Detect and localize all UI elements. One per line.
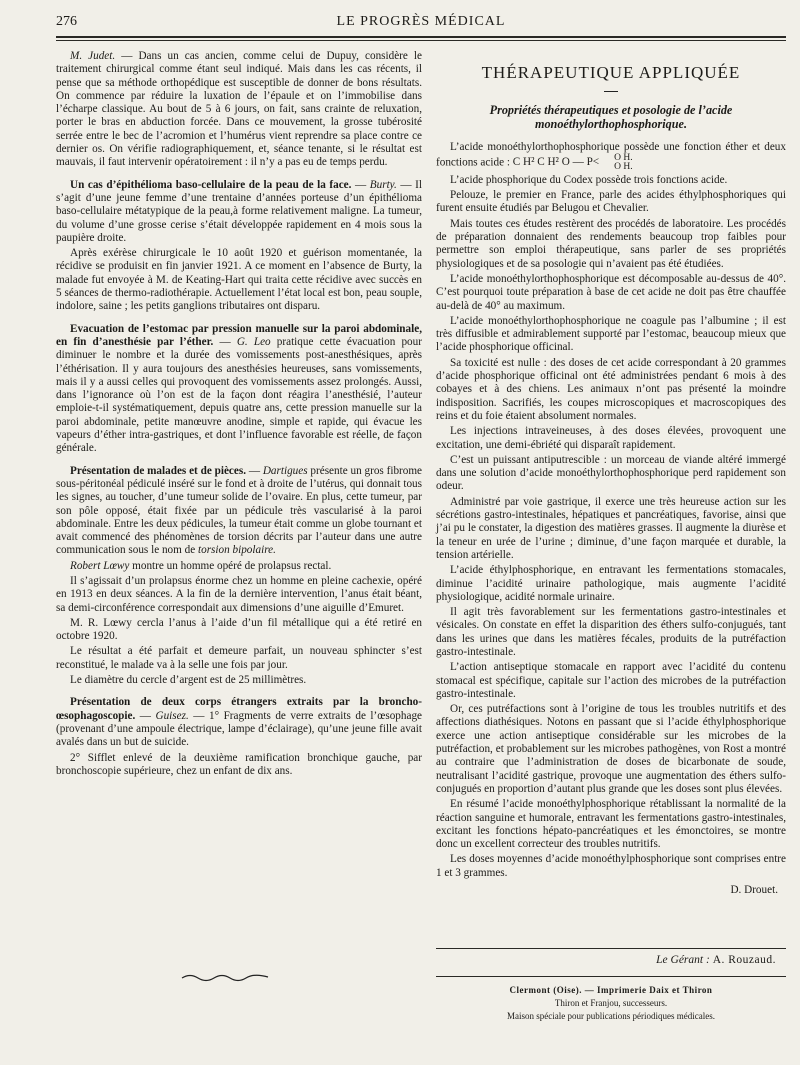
epithelioma-paragraph: Un cas d’épithélioma baso-cellulaire de la peau de la face. — Burty. — Il s’agit d’une jeune femme d’une trentaine d’années porteuse d’un épithélioma baso-cellulaire métatypique de la peau,à forme relativement maligne. La tumeur, du volume d’une grosse cerise s’était développée rapidement en 4 mois sous la paupière droite. bbox=[56, 178, 422, 244]
therapeutic-paragraph: L’acide monoéthylorthophosphorique est décomposable au-dessus de 40°. C’est pourquoi toute préparation à base de cet acide ne doit pas être chauffée au-delà de 40° au maximum. bbox=[436, 272, 786, 312]
therapeutic-paragraph: Sa toxicité est nulle : des doses de cet acide correspondant à 20 grammes d’acide phosphorique officinal ont été administrées pendant 6 mois à des cobayes et à des chiens. Les animaux n’ont pas présenté la moindre indisposition. Sacrifiés, les coupes microscopiques et macroscopiques des reins et du foie étaient absolument normales. bbox=[436, 356, 786, 422]
therapeutic-paragraph: Les doses moyennes d’acide monoéthylphosphorique sont comprises entre 1 et 3 grammes. bbox=[436, 853, 786, 879]
epithelioma-author: Burty. bbox=[369, 178, 397, 191]
corps-text: — 1° Fragments de verre extraits de l’œsophage (provenant d’une ampoule électrique, lampe d’éclairage), qu’une jeune fille avait avalés dans un but de suicide. bbox=[56, 709, 422, 749]
header-rule bbox=[56, 36, 786, 38]
footer-rule-lower bbox=[436, 976, 786, 977]
therapeutic-paragraph: L’acide éthylphosphorique, en entravant les fermentations stomacales, diminue l’acidité urinaire pathologique, mais augmente l’acidité physiologique, acidité normale urinaire. bbox=[436, 564, 786, 603]
loewy-text: montre un homme opéré de prolapsus rectal. bbox=[129, 559, 332, 572]
therapeutic-paragraph: L’action antiseptique stomacale en rapport avec l’acidité du contenu stomacal est spécifique, capitale sur l’action des microbes de la putréfaction gastro-intestinale. bbox=[436, 661, 786, 700]
therapeutic-paragraph: L’acide monoéthylorthophosphorique ne coagule pas l’albumine ; il est très diffusible et admirablement supporté par l’estomac, beaucoup mieux que l’acide phosphorique officinal. bbox=[436, 314, 786, 354]
corps-author: Guisez. bbox=[155, 709, 189, 722]
section-subtitle: Propriétés thérapeutiques et posologie de l’acide monoéthylorthophosphorique. bbox=[489, 102, 733, 131]
evacuation-title: Evacuation de l’estomac par pression manuelle sur la paroi abdominale, en fin d’anesthésie par l’éther. bbox=[56, 322, 422, 348]
therapeutic-paragraph: Il agit très favorablement sur les fermentations gastro-intestinales et vésicales. On constate en effet la disparition des éthers sulfo-conjugués, tant dans les urines que dans les matières fécales, produits de la putréfaction gastro-intestinale. bbox=[436, 606, 786, 658]
epithelioma-paragraph-2: Après exérèse chirurgicale le 10 août 1920 et guérison momentanée, la récidive se produisit en fin janvier 1921. A ce moment en l’absence de Burty, la malade fut envoyée à M. de Keating-Hart qui traita cette récidive avec succès en 5 séances de thermo-radiothérapie. Actuellement l’état local est bon, peau souple, indolore, saine ; les petits ganglions tributaires ont disparu. bbox=[56, 247, 422, 313]
resultat-paragraph: Le résultat a été parfait et demeure parfait, un nouveau sphincter s’est reconstitué, le malade va à la selle une fois par jour. bbox=[56, 645, 422, 671]
therapeutic-paragraph: L’acide phosphorique du Codex possède trois fonctions acide. bbox=[450, 173, 728, 186]
presentation-author: Dartigues bbox=[262, 464, 308, 477]
footer-rule bbox=[436, 948, 786, 949]
printer-imprint bbox=[436, 984, 786, 1023]
judet-paragraph bbox=[56, 50, 422, 170]
therapeutic-paragraph: Pelouze, le premier en France, parle des acides éthylphosphoriques qui furent ensuite étudiés par Belugou et Chevalier. bbox=[436, 189, 786, 215]
formula-top: O H. bbox=[614, 152, 633, 163]
author-signature: D. Drouet. bbox=[730, 884, 778, 897]
formula-branches bbox=[600, 154, 632, 172]
formula-intro: L’acide monoéthylorthophosphorique possède une fonction éther et deux fonctions acide : bbox=[436, 140, 786, 169]
printer-line-1: Clermont (Oise). — Imprimerie Daix et Thiron bbox=[509, 985, 713, 995]
running-head: LE PROGRÈS MÉDICAL bbox=[336, 14, 506, 29]
judet-text: — Dans un cas ancien, comme celui de Dupuy, considère le traitement chirurgical comme étant seul indiqué. Mais dans les cas récents, il pense que sa méthode orthopédique est susceptible de donner de bons résultats. On commence par réduire la luxation de l’épaule et on l’immobilise dans l’écharpe classique. Au bout de 5 à 6 jours, on fait, sans crainte de reluxation, porter le bras en abduction forcée. Dans ce mouvement, la grosse tubérosité serrée entre le bec de l’acromion et l’humérus vient reprendre sa place contre ce dernier os. On vérifie radiographiquement, et, séance tenante, si le résultat est mauvais, il faut intervenir opératoirement : il n’y a pas eu de temps perdu. bbox=[56, 50, 422, 169]
right-column bbox=[436, 50, 786, 899]
epithelioma-text: — Il s’agit d’une jeune femme d’une trentaine d’années porteuse d’un épithélioma baso-cellulaire métatypique de la peau,à forme relativement maligne. La tumeur, du volume d’une grosse cerise s’était développée rapidement en 4 mois sous la paupière droite. bbox=[56, 178, 422, 244]
evacuation-text: pratique cette évacuation pour diminuer le nombre et la durée des vomissements post-anesthésiques, après l’éthérisation. Il y aura toujours des anesthésies heureuses, sans vomissements, mais il y a aussi celles qui provoquent des vomissements assez prolongés. Aussi, dans l’ignorance où l’on est de la façon dont réagira l’anesthésié, l’auteur emploie-t-il systématiquement, depuis quatre ans, cette pression manuelle sur la paroi abdominale, petite manœuvre anodine, simple et rapide, qui évacue les vapeurs d’éther intra-gastriques, et dont l’influence favorable est réelle, de façon générale. bbox=[56, 335, 422, 455]
formula-bottom: O H. bbox=[614, 161, 633, 172]
section-title: THÉRAPEUTIQUE APPLIQUÉE bbox=[481, 63, 741, 82]
diametre-paragraph: Le diamètre du cercle d’argent est de 25 millimètres. bbox=[70, 674, 307, 687]
judet-author: M. Judet. bbox=[70, 50, 116, 62]
therapeutic-paragraph: Mais toutes ces études restèrent des procédés de laboratoire. Les procédés de préparation donnaient des rendements beaucoup trop faibles pour permettre son emploi thérapeutique, sans parler de ses propriétés physiologiques et de sa posologie qui n’avaient pas été étudiées. bbox=[436, 217, 786, 270]
corps-title: Présentation de deux corps étrangers extraits par la broncho-œsophagoscopie. bbox=[56, 696, 422, 722]
therapeutic-paragraph: Or, ces putréfactions sont à l’origine de tous les troubles nutritifs et des affections diathésiques. Notons en passant que si l’acide éthylphosphorique exerce une action antiseptique considérable sur les microbes de la putréfaction, et probablement sur les microbes pathogènes, von Rost a montré au contraire que l’administration de doses de bicarbonate de soude, neutralisant l’acidité gastrique, provoque une augmentation des éthers sulfo-conjugués en proportion d’autant plus grande que les doses sont plus élevées. bbox=[436, 703, 786, 795]
presentation-title: Présentation de malades et de pièces. bbox=[70, 464, 246, 477]
sifflet-paragraph: 2° Sifflet enlevé de la deuxième ramification bronchique gauche, par bronchoscopie supérieure, chez un enfant de dix ans. bbox=[56, 751, 422, 777]
page-number: 276 bbox=[56, 14, 77, 29]
section-dash bbox=[436, 83, 786, 96]
torsion-bipolaire: torsion bipolaire. bbox=[198, 544, 276, 557]
chemical-formula bbox=[512, 152, 633, 172]
formula-main: C H² C H² O — P< bbox=[512, 156, 600, 169]
evacuation-paragraph: Evacuation de l’estomac par pression manuelle sur la paroi abdominale, en fin d’anesthésie par l’éther. — G. Leo pratique cette évacuation pour diminuer le nombre et la durée des vomissements post-anesthésiques, après l’éthérisation. Il y aura toujours des anesthésies heureuses, sans vomissements, mais il y a aussi celles qui provoquent des vomissements assez prolongés. Aussi, dans l’ignorance où l’on est de la façon dont réagira l’anesthésié, l’auteur emploie-t-il systématiquement, depuis quatre ans, cette pression manuelle sur la paroi abdominale, petite manœuvre anodine, simple et rapide, qui évacue les vapeurs d’éther intra-gastriques, et dont l’influence favorable est réelle, de façon générale. bbox=[56, 322, 422, 455]
gerant-label: Le Gérant : bbox=[656, 954, 713, 966]
printer-line-2: Thiron et Franjou, successeurs. bbox=[554, 998, 668, 1008]
cerclage-paragraph: M. R. Lœwy cercla l’anus à l’aide d’un fil métallique qui a été retiré en octobre 1920. bbox=[56, 616, 422, 643]
therapeutic-paragraph: Les injections intraveineuses, à des doses élevées, provoquent une excitation, une demi-ébriété qui disparaît rapidement. bbox=[436, 425, 786, 451]
therapeutic-paragraph: Administré par voie gastrique, il exerce une très heureuse action sur les sécrétions gastro-intestinales, hépatiques et pancréatiques, favorise, ainsi que j’ai pu le constater, la digestion des matières grasses. Il augmente la diurèse et la teneur en urée de l’urine ; diminue, d’une façon marquée et durable, la tension artérielle. bbox=[436, 495, 786, 561]
therapeutic-paragraph: En résumé l’acide monoéthylphosphorique rétablissant la normalité de la réaction sanguine et humorale, entravant les fermentations gastro-intestinales, excitant les fonctions hépato-pancréatiques et les émonctoires, se montre donc un excellent correcteur des troubles nutritifs. bbox=[436, 798, 786, 851]
header-rule-thin bbox=[56, 40, 786, 41]
loewy-paragraph bbox=[56, 560, 422, 573]
presentation-paragraph: Présentation de malades et de pièces. — Dartigues présente un gros fibrome sous-péritonéal pédiculé inséré sur le fond et à droite de l’utérus, qui donnait tous les signes, au toucher, d’une tumeur solide de l’ovaire. En plus, cette tumeur, par son pôle opposé, était fixée par un pédicule très vascularisé à la paroi abdominale. Entre les deux pédicules, la tumeur était comme un globe tournant et avait commencé des phénomènes de torsion décrits par l’auteur dans une autre communication sous le nom de torsion bipolaire. bbox=[56, 464, 423, 557]
left-column bbox=[56, 50, 422, 780]
therapeutic-paragraph: C’est un puissant antiputrescible : un morceau de viande altéré immergé dans une solution d’acide monoéthylorthophosphorique perd rapidement son odeur. bbox=[436, 453, 786, 493]
corps-paragraph: Présentation de deux corps étrangers extraits par la broncho-œsophagoscopie. — Guisez. — 1° Fragments de verre extraits de l’œsophage (provenant d’une ampoule électrique, lampe d’éclairage), qu’une jeune fille avait avalés dans un but de suicide. bbox=[56, 696, 422, 749]
epithelioma-title: Un cas d’épithélioma baso-cellulaire de la peau de la face. bbox=[70, 178, 352, 191]
gerant-line bbox=[436, 954, 776, 966]
prolapsus-paragraph: Il s’agissait d’un prolapsus énorme chez un homme en pleine cachexie, opéré en 1913 en deux séances. A la fin de la dernière intervention, l’anus était béant, sa demi-circonférence correspondait aux dimensions d’une aiguille d’Emuret. bbox=[56, 574, 422, 614]
evacuation-author: G. Leo bbox=[236, 335, 271, 348]
presentation-text: présente un gros fibrome sous-péritonéal pédiculé inséré sur le fond et à droite de l’utérus, qui donnait tous les signes, au toucher, d’une tumeur solide de l’ovaire. En plus, cette tumeur, par son pôle opposé, était fixée par un pédicule très vascularisé à la paroi abdominale. Entre les deux pédicules, la tumeur était comme un globe tournant et avait commencé des phénomènes de torsion décrits par l’auteur dans une autre communication sous le nom de bbox=[56, 464, 423, 557]
gerant-name: A. Rouzaud. bbox=[712, 954, 776, 966]
page-header bbox=[56, 14, 786, 36]
ornament-flourish bbox=[180, 972, 270, 982]
formula-paragraph bbox=[436, 141, 786, 172]
loewy-author: Robert Lœwy bbox=[70, 559, 130, 572]
printer-line-3: Maison spéciale pour publications périodiques médicales. bbox=[507, 1011, 715, 1021]
